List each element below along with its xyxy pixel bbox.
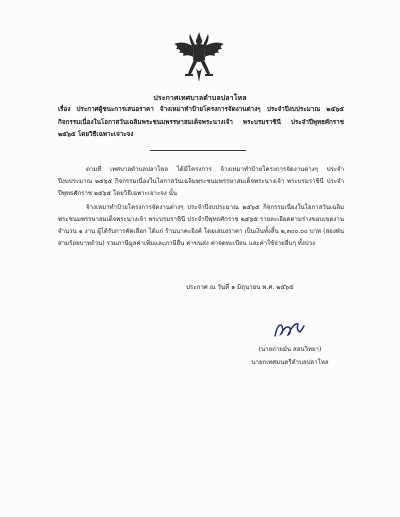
divider — [150, 150, 246, 151]
body-paragraph-2: จ้างเหมาทำป้ายโครงการจัดงานต่างๆ ประจำปีงบประมาณ ๒๕๖๕ กิจกรรมเนื่องในโอกาสวันเฉลิมพระชนมพรรษาสมเด็จพระนางเจ้า พระบรมราชินี ประจำปีพุทธศักราช ๒๕๖๕ รายละเอียดตามร่างขอบเขตงาน จำนวน ๑ งาน ผู้ได้รับการคัดเลือก ได้แก่ ร้านนาคะอิงค์ โดยเสนอราคา เป็นเงินทั้งสิ้น ๒,๓๐๐.๐๐ บาท (สองพันสามร้อยบาทถ้วน) รวมภาษีมูลค่าเพิ่มและภาษีอื่น ค่าขนส่ง ค่าจดทะเบียน และค่าใช้จ่ายอื่นๆ ทั้งปวง — [58, 203, 344, 248]
body-paragraph-1: ตามที่ เทศบาลตำบลปลาโหล ได้มีโครงการ จ้างเหมาทำป้ายโครงการจัดงานต่างๆ ประจำปีงบประมาณ ๒๕๖๕ กิจกรรมเนื่องในโอกาสวันเฉลิมพระชนมพรรษาสมเด็จพระนางเจ้า พระบรมราชินี ประจำปีพุทธศักราช ๒๕๖๕ โดยวิธีเฉพาะเจาะจง นั้น — [58, 166, 344, 198]
garuda-emblem-icon — [170, 30, 228, 86]
signer-name: (นายถ่ายมั่น สอนวิทยา) — [258, 346, 322, 353]
signer-position: นายกเทศมนตรีตำบลปลาโหล — [251, 359, 329, 366]
announcement-title: ประกาศเทศบาลตำบลปลาโหล — [153, 93, 247, 102]
announcement-subject: เรื่อง ประกาศผู้ชนะการเสนอราคา จ้างเหมาทำป้ายโครงการจัดงานต่างๆ ประจำปีงบประมาณ ๒๕๖๕ กิจกรรมเนื่องในโอกาสวันเฉลิมพระชนมพรรษาสมเด็จพระนางเจ้า พระบรมราชินี ประจำปีพุทธศักราช ๒๕๖๕ โดยวิธีเฉพาะเจาะจง — [58, 106, 344, 138]
handwritten-signature — [272, 318, 306, 340]
announcement-date: ประกาศ ณ วันที่ ๑ มิถุนายน พ.ศ. ๒๕๖๕ — [186, 284, 294, 291]
announcement-body — [58, 164, 344, 251]
